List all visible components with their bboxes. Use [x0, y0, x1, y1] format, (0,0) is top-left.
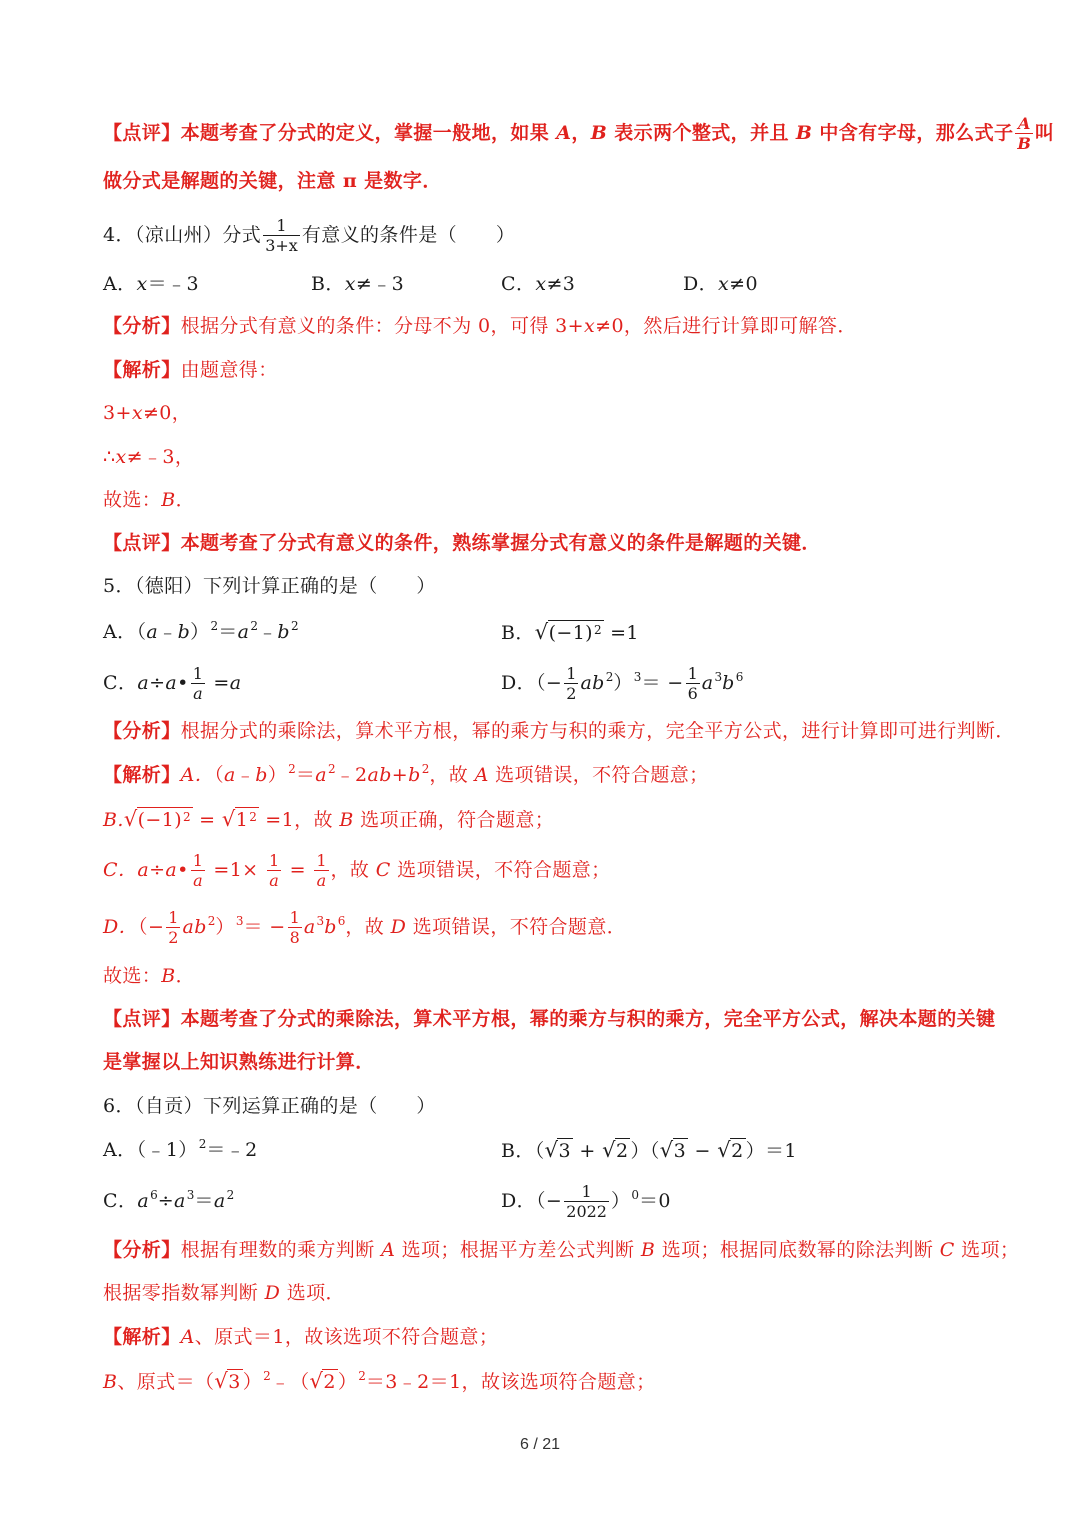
radical-sign: √ [221, 807, 236, 831]
operator: = [206, 672, 230, 694]
paren: ） [337, 1371, 358, 1393]
therefore-symbol: ∴ [103, 446, 116, 468]
var-x: x [535, 273, 547, 295]
solution-text: 、原式＝（ [117, 1371, 215, 1393]
q5-solution-d [103, 907, 626, 947]
exponent: 2 [290, 619, 299, 633]
var-b: b [255, 764, 268, 786]
q4-comment [103, 523, 821, 563]
question-text: 4．（凉山州）分式 [103, 224, 262, 246]
q5-comment-line-2 [103, 1042, 375, 1082]
solution-label: 【解析】 [103, 1326, 181, 1348]
var-x: x [584, 315, 596, 337]
choice-ref: B [339, 809, 354, 831]
option-c [103, 1181, 234, 1223]
option-text: =1 [603, 622, 639, 644]
solution-text: =1，故 [258, 809, 340, 831]
choice-label: B [103, 1371, 118, 1393]
numerator: A [1015, 115, 1033, 134]
answer-text: 故选： [103, 965, 162, 987]
fraction [564, 665, 578, 702]
q6-options-row-1 [103, 1130, 1003, 1170]
denominator: 2022 [566, 1201, 607, 1221]
solution-label: 【解析】 [103, 764, 181, 786]
choice-ref: C [939, 1239, 955, 1261]
operator: ﹣2 [335, 764, 368, 786]
numerator: 1 [316, 850, 327, 870]
option-label: D．（− [501, 1190, 563, 1212]
var-a: a [229, 672, 242, 694]
var-a: a [174, 1190, 186, 1212]
option-a [103, 1130, 258, 1172]
comment-text: 叫 [1034, 122, 1055, 144]
var-ab: ab [580, 672, 605, 694]
option-text: ≠3 [546, 273, 576, 295]
option-text: ）＝1 [745, 1140, 797, 1162]
solution-text: ，故 [345, 916, 391, 938]
radical-sign: √ [544, 1138, 559, 1162]
denominator: 2 [168, 927, 179, 947]
var-b: b [408, 764, 421, 786]
q5-options-row-2 [103, 663, 1003, 703]
square-root [214, 1361, 242, 1402]
radicand: 3 [673, 1140, 687, 1162]
choice-label: B. [103, 809, 124, 831]
exponent: 2 [594, 623, 602, 637]
exponent: 6 [735, 670, 744, 684]
solution-text: 3+ [103, 402, 132, 424]
q5-solution-b [103, 799, 554, 839]
radical-sign: √ [534, 620, 549, 644]
q6-analysis-line-1 [103, 1230, 1019, 1270]
operator: = [283, 859, 313, 881]
radicand: 2 [323, 1371, 336, 1393]
fraction [191, 665, 205, 702]
solution-text: 选项错误，不符合题意； [488, 764, 709, 786]
var-b: b [722, 672, 735, 694]
operator: =1× [206, 859, 265, 881]
var-a: a [303, 916, 316, 938]
var-b: B [795, 122, 813, 144]
var-a: a [701, 672, 714, 694]
operator: ＝ [194, 1190, 214, 1212]
comment-text: 中含有字母，那么式子 [812, 122, 1014, 144]
denominator: 3+x [265, 235, 298, 255]
exponent: 2 [358, 1369, 366, 1383]
option-text: A．（﹣1） [103, 1139, 198, 1161]
numerator: 1 [687, 663, 698, 683]
square-root [717, 1130, 745, 1171]
operator: ﹣ [235, 764, 256, 786]
option-a [103, 264, 199, 304]
radicand [548, 620, 604, 646]
analysis-text: 根据零指数幂判断 [103, 1282, 265, 1304]
var-a: a [315, 764, 327, 786]
analysis-text: 选项；根据平方差公式判断 [395, 1239, 641, 1261]
analysis-text: 选项；根据同底数幂的除法判断 [655, 1239, 940, 1261]
fraction [314, 852, 328, 889]
operator: + [572, 1140, 603, 1162]
radical-sign: √ [659, 1138, 674, 1162]
denominator: a [193, 683, 203, 703]
option-b [501, 1130, 797, 1171]
option-b [311, 264, 404, 304]
option-label: C． [501, 273, 536, 295]
q4-solution-intro [103, 350, 278, 390]
fraction [267, 852, 281, 889]
var-a: a [137, 859, 150, 881]
paren: ） [613, 672, 633, 694]
option-text: ＝﹣3 [147, 273, 199, 295]
var-b: b [177, 621, 191, 643]
denominator: 2 [566, 683, 577, 703]
comment-label: 【点评】 [103, 532, 181, 554]
exponent: 3 [714, 670, 723, 684]
solution-text: ，故 [429, 764, 475, 786]
choice-ref: D [390, 916, 407, 938]
var-a: a [137, 672, 150, 694]
square-root [660, 1130, 688, 1171]
exponent: 2 [421, 762, 430, 776]
analysis-label: 【分析】 [103, 720, 181, 742]
analysis-text: 根据分式有意义的条件：分母不为 0，可得 3+ [180, 315, 584, 337]
radical-sign: √ [717, 1138, 732, 1162]
denominator: a [316, 870, 327, 890]
numerator: 1 [289, 907, 300, 927]
exponent: 6 [337, 914, 346, 928]
option-text: ≠0 [729, 273, 758, 295]
square-root [222, 799, 259, 840]
fraction [263, 217, 300, 254]
operator: ＝ − [243, 916, 286, 938]
q4-analysis [103, 306, 857, 346]
fraction [288, 909, 302, 946]
solution-text: ，故 [330, 859, 376, 881]
q5-analysis [103, 711, 1015, 751]
operator: ÷ [149, 859, 166, 881]
radical-sign: √ [602, 1138, 616, 1162]
option-d [683, 264, 758, 304]
choice-label: D． [103, 916, 139, 938]
q6-stem [103, 1086, 436, 1126]
square-root [310, 1361, 338, 1402]
radicand [137, 807, 193, 833]
q5-solution-c [103, 850, 611, 890]
radicand [235, 807, 259, 833]
var-a: a [213, 1190, 226, 1212]
square-root [535, 612, 604, 653]
var-ab: ab [182, 916, 207, 938]
question-text: 5．（德阳）下列计算正确的是（ ） [103, 575, 436, 597]
exponent: 2 [288, 762, 296, 776]
exponent: 0 [631, 1188, 640, 1202]
solution-text: 选项错误，不符合题意； [390, 859, 611, 881]
numerator: 1 [263, 217, 300, 236]
square-root [124, 799, 193, 840]
var-a: a [165, 859, 178, 881]
q4-answer [103, 480, 195, 520]
comment-text: 是掌握以上知识熟练进行计算． [103, 1051, 375, 1073]
option-label: D．（− [501, 672, 563, 694]
q4-solution-step-2 [103, 437, 194, 477]
radical-sign: √ [309, 1369, 324, 1393]
choice-ref: B [640, 1239, 656, 1261]
option-text: ＝﹣2 [206, 1139, 258, 1161]
var-x: x [344, 273, 356, 295]
answer-text: ． [175, 965, 195, 987]
exponent: 2 [210, 619, 219, 633]
q5-answer [103, 956, 195, 996]
analysis-text: 选项． [280, 1282, 345, 1304]
q6-analysis-line-2 [103, 1273, 345, 1313]
q5-comment-line-1 [103, 999, 995, 1039]
numerator: 1 [192, 663, 203, 683]
var-ab: ab [367, 764, 392, 786]
option-label: C． [103, 672, 138, 694]
solution-label: 【解析】 [103, 359, 181, 381]
operator: = [192, 809, 222, 831]
numerator: 1 [168, 907, 179, 927]
radicand: 3 [558, 1140, 571, 1162]
exponent: 2 [207, 914, 216, 928]
numerator: 1 [192, 850, 203, 870]
operator: + [391, 764, 409, 786]
operator: − [688, 1140, 718, 1162]
analysis-text: ≠0，然后进行计算即可解答． [595, 315, 857, 337]
q4-solution-step-1 [103, 393, 191, 433]
option-label: D． [683, 273, 719, 295]
option-label: A．（ [103, 621, 147, 643]
paren: ） [610, 1190, 631, 1212]
option-b [501, 612, 639, 653]
analysis-text: 选项； [954, 1239, 1020, 1261]
var-a: a [237, 621, 250, 643]
var-a: a [224, 764, 236, 786]
fraction [564, 1183, 609, 1220]
var-a: a [137, 1190, 150, 1212]
paren: ） [190, 621, 210, 643]
option-label: B． [311, 273, 345, 295]
var-a: a [146, 621, 159, 643]
var-a: A [556, 122, 572, 144]
var-a: a [165, 672, 178, 694]
comment-text: 表示两个整式，并且 [607, 122, 796, 144]
comment-label: 【点评】 [103, 122, 181, 144]
radicand-base: (−1) [548, 622, 593, 644]
denominator: 8 [289, 927, 300, 947]
square-root [602, 1130, 630, 1171]
solution-text: 、原式＝1，故该选项不符合题意； [194, 1326, 499, 1348]
solution-text: ＝3﹣2＝1，故该选项符合题意； [365, 1371, 656, 1393]
answer-choice: B [161, 965, 176, 987]
option-c [501, 264, 575, 304]
paren: ） [215, 916, 235, 938]
exponent: 2 [250, 619, 258, 633]
exponent: 2 [263, 1369, 271, 1383]
option-text: ＝0 [639, 1190, 671, 1212]
var-b: B [590, 122, 608, 144]
operator: • [177, 672, 189, 694]
denominator: a [193, 870, 203, 890]
var-x: x [115, 446, 127, 468]
answer-choice: B [161, 489, 176, 511]
fraction [686, 665, 700, 702]
square-root [545, 1130, 573, 1171]
solution-text: 选项正确，符合题意； [353, 809, 555, 831]
answer-text: ． [175, 489, 195, 511]
fraction-a-over-b [1015, 115, 1033, 152]
radicand: 2 [615, 1140, 629, 1162]
q4-stem [103, 215, 515, 255]
option-d [501, 1181, 671, 1223]
paren: （− [138, 916, 165, 938]
choice-ref: A [381, 1239, 396, 1261]
comment-text: 本题考查了分式的乘除法，算术平方根，幂的乘方与积的乘方，完全平方公式，解决本题的关键 [180, 1008, 996, 1030]
comment-label: 【点评】 [103, 1008, 181, 1030]
comment-text: ， [571, 122, 591, 144]
choice-label: A． [180, 764, 215, 786]
exponent: 2 [226, 1188, 235, 1202]
operator: ﹣（ [270, 1371, 310, 1393]
radicand: 3 [228, 1371, 241, 1393]
radicand-base: (−1) [137, 809, 183, 831]
denominator: 6 [687, 683, 698, 703]
comment-text: 本题考查了分式有意义的条件，熟练掌握分式有意义的条件是解题的关键． [180, 532, 821, 554]
denominator: a [269, 870, 279, 890]
analysis-text: 根据分式的乘除法，算术平方根，幂的乘方与积的乘方，完全平方公式，进行计算即可进行判断． [180, 720, 1015, 742]
operator: ﹣ [158, 621, 178, 643]
radicand-base: 1 [235, 809, 249, 831]
q5-solution-a [103, 755, 709, 795]
exponent: 2 [327, 762, 336, 776]
paren: ） [242, 1371, 263, 1393]
solution-text: ≠0， [142, 402, 192, 424]
radical-sign: √ [214, 1369, 229, 1393]
paren: （ [214, 764, 225, 786]
analysis-text: 根据有理数的乘方判断 [180, 1239, 382, 1261]
solution-text: 选项错误，不符合题意． [406, 916, 627, 938]
solution-text: 由题意得： [180, 359, 278, 381]
var-x: x [131, 402, 143, 424]
option-text: ≠﹣3 [355, 273, 405, 295]
operator: • [177, 859, 189, 881]
choice-ref: A [474, 764, 489, 786]
option-c [103, 663, 241, 703]
analysis-label: 【分析】 [103, 1239, 181, 1261]
comment-text: 本题考查了分式的定义，掌握一般地，如果 [180, 122, 557, 144]
exponent: 2 [249, 810, 257, 824]
q5-stem [103, 566, 436, 606]
exponent: 2 [605, 670, 614, 684]
operator: ÷ [157, 1190, 175, 1212]
choice-label: A [180, 1326, 195, 1348]
numerator: 1 [268, 850, 280, 870]
option-label: C． [103, 1190, 138, 1212]
answer-text: 故选： [103, 489, 162, 511]
option-label: A． [103, 273, 137, 295]
choice-ref: D [264, 1282, 281, 1304]
question-text: 有意义的条件是（ ） [301, 224, 516, 246]
var-x: x [718, 273, 730, 295]
q3-comment-line-1 [103, 113, 1054, 153]
exponent: 6 [150, 1188, 158, 1202]
exponent: 3 [633, 670, 642, 684]
q4-options [103, 264, 1003, 304]
radical-sign: √ [123, 807, 138, 831]
operator: ＝ [218, 621, 238, 643]
option-label: B．（ [501, 1140, 545, 1162]
q6-solution-a [103, 1317, 498, 1357]
option-d [501, 663, 743, 705]
var-b: b [277, 621, 290, 643]
exponent: 2 [198, 1137, 207, 1151]
q3-comment-line-2 [103, 161, 442, 201]
analysis-label: 【分析】 [103, 315, 181, 337]
fraction [191, 852, 205, 889]
operator: ＝ [295, 764, 316, 786]
exponent: 2 [183, 810, 191, 824]
radicand: 2 [731, 1140, 744, 1162]
denominator: B [1017, 133, 1031, 153]
paren: ）（ [630, 1140, 660, 1162]
exponent: 3 [316, 914, 325, 928]
exponent: 3 [186, 1188, 195, 1202]
operator: ＝ − [641, 672, 684, 694]
paren: ） [267, 764, 288, 786]
q5-options-row-1 [103, 612, 1003, 652]
choice-ref: C [375, 859, 391, 881]
operator: ﹣ [257, 621, 278, 643]
fraction [166, 909, 180, 946]
var-x: x [136, 273, 148, 295]
solution-text: ≠﹣3， [126, 446, 195, 468]
exponent: 3 [235, 914, 244, 928]
numerator: 1 [566, 663, 577, 683]
option-a [103, 612, 299, 654]
q6-solution-b [103, 1361, 656, 1401]
page-number: 6 / 21 [519, 1436, 561, 1453]
q6-options-row-2 [103, 1181, 1003, 1221]
choice-label: C． [103, 859, 138, 881]
question-text: 6．（自贡）下列运算正确的是（ ） [103, 1095, 436, 1117]
option-label: B． [501, 622, 535, 644]
numerator: 1 [564, 1183, 609, 1202]
var-b: b [324, 916, 337, 938]
operator: ÷ [149, 672, 166, 694]
comment-text: 做分式是解题的关键，注意 π 是数字． [103, 170, 442, 192]
